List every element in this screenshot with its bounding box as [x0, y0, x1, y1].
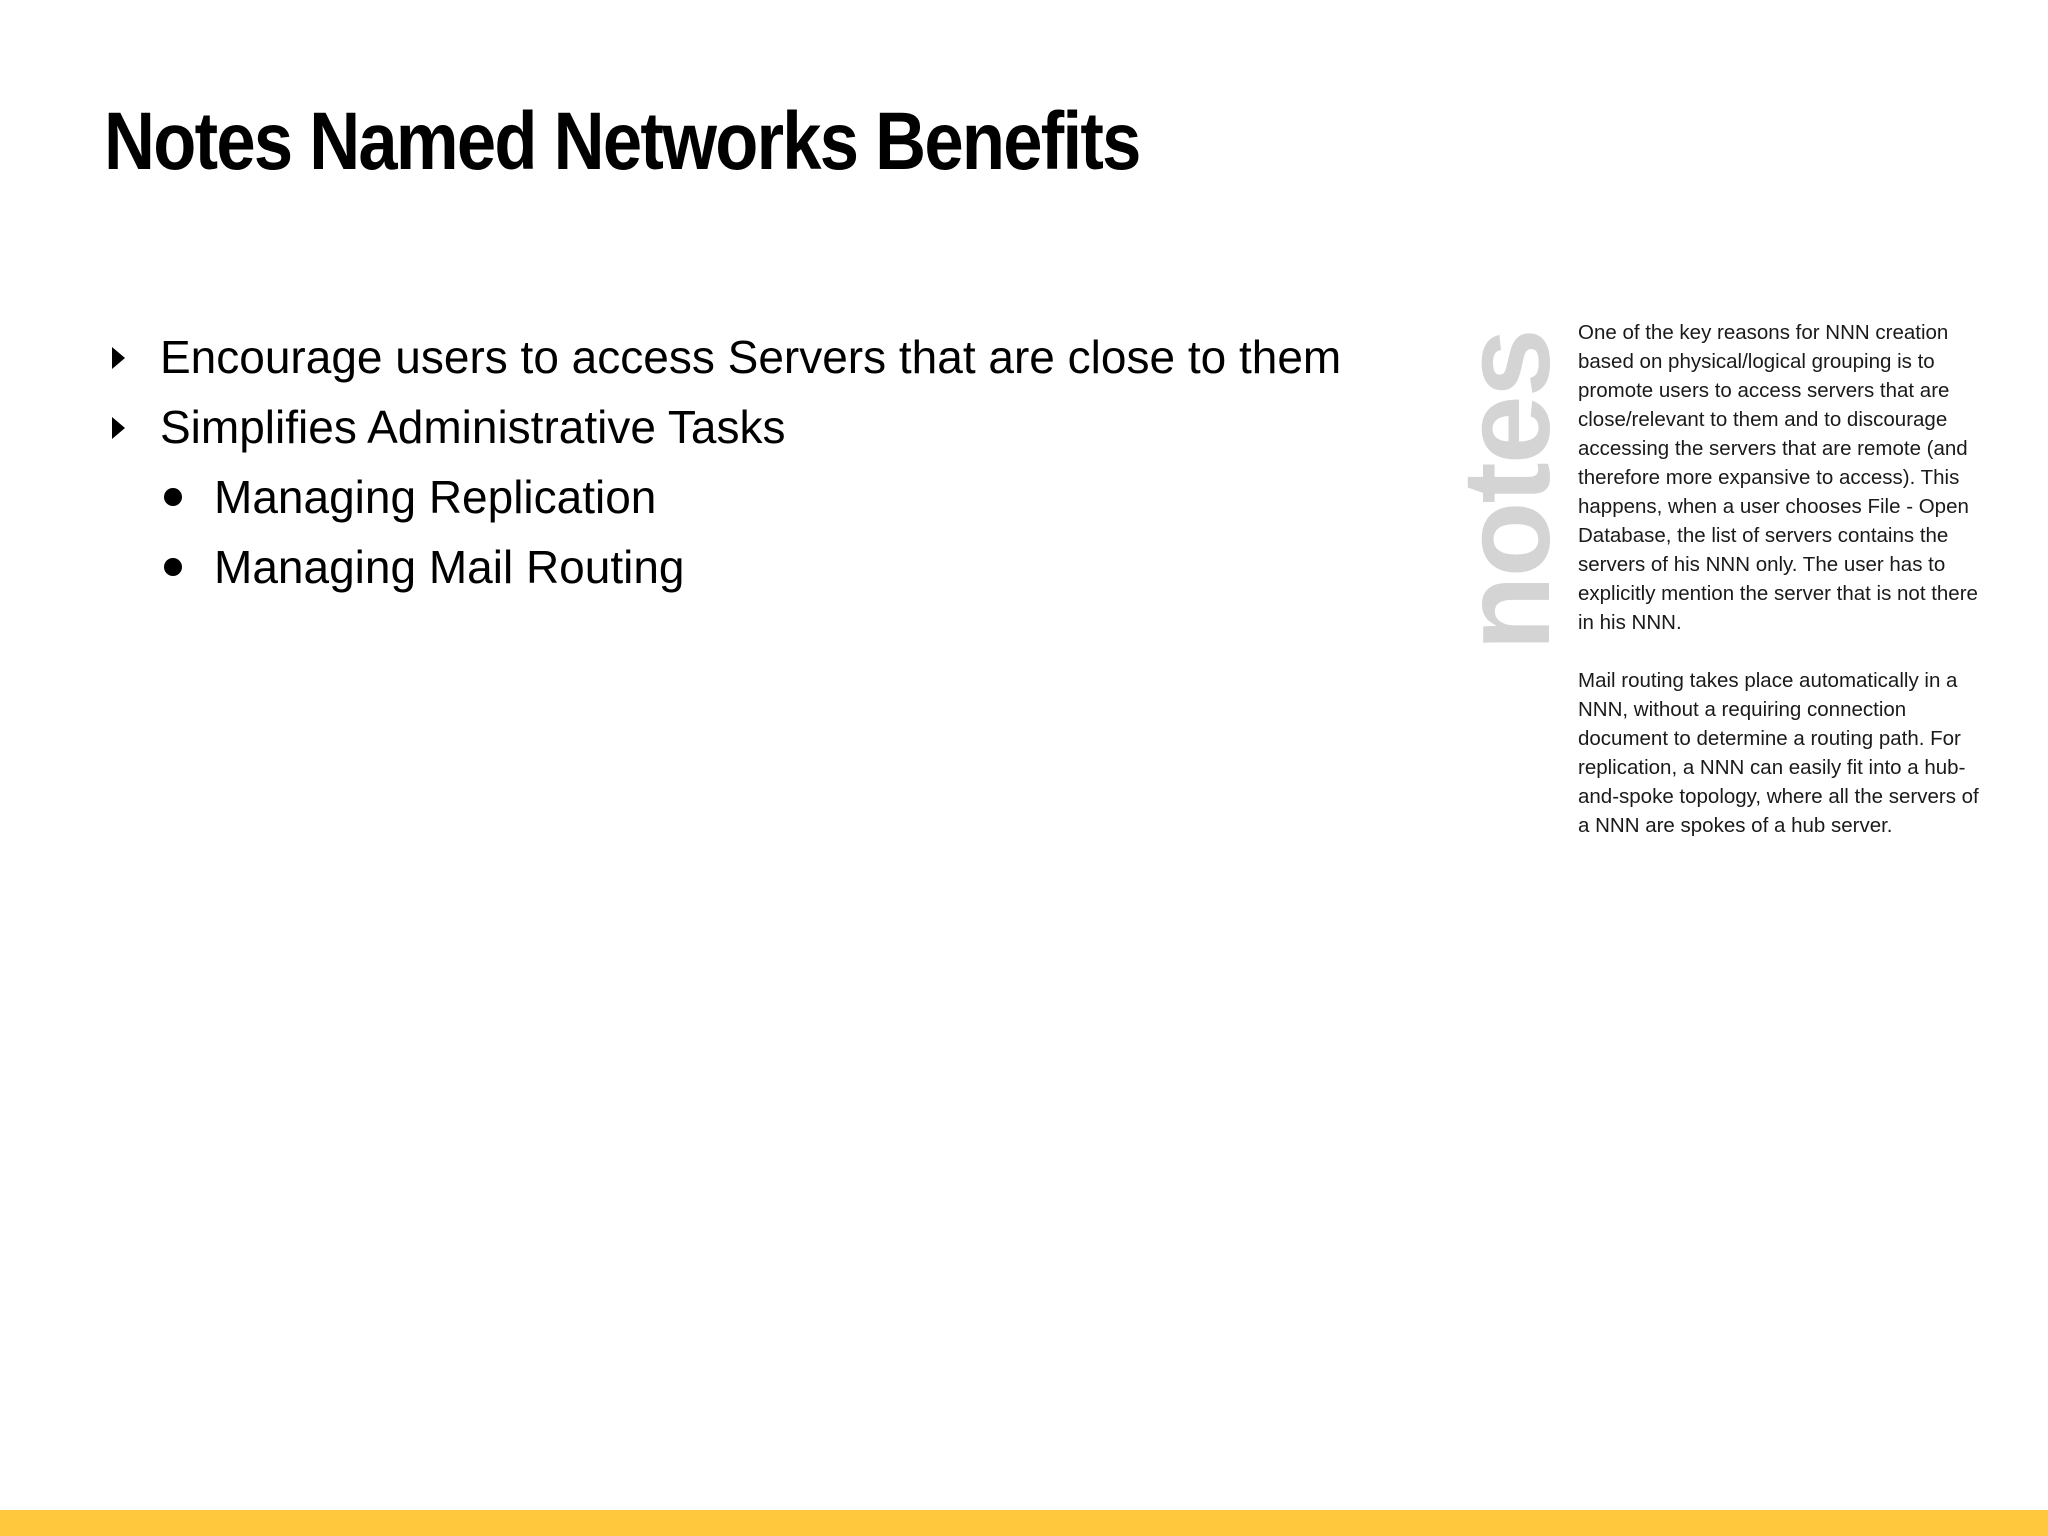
triangle-bullet-icon: [112, 417, 125, 439]
notes-paragraph: One of the key reasons for NNN creation based on physical/logical grouping is to promote users to access servers that are close/relevant to them and to discourage accessing the servers that are remote (and therefore more expansive to access). This happens, when a user chooses File - Open Database, the list of servers contains the servers of his NNN only. The user has to explicitly mention the server that is not there in his NNN.: [1578, 321, 1978, 634]
notes-label: notes: [1438, 330, 1576, 652]
bullet-text: Encourage users to access Servers that are close to them: [160, 331, 1342, 383]
notes-paragraph: Mail routing takes place automatically in a NNN, without a requiring connection document to determine a routing path. For replication, a NNN can easily fit into a hub-and-spoke topology, where all the servers of a NNN are spokes of a hub server.: [1578, 669, 1979, 837]
slide-title: Notes Named Networks Benefits: [104, 96, 1140, 187]
sub-bullet-text: Managing Replication: [214, 471, 657, 523]
bullet-item: [104, 322, 1434, 392]
sub-bullet-item: [104, 532, 1434, 602]
dot-bullet-icon: [164, 488, 182, 506]
triangle-bullet-icon: [112, 347, 125, 369]
footer-bar: [0, 1510, 2048, 1536]
bullet-text: Simplifies Administrative Tasks: [160, 401, 786, 453]
sub-bullet-item: [104, 462, 1434, 532]
sub-bullet-text: Managing Mail Routing: [214, 541, 685, 593]
bullet-list: [104, 322, 1434, 602]
bullet-item: [104, 392, 1434, 462]
dot-bullet-icon: [164, 558, 182, 576]
notes-panel: [1578, 318, 1988, 869]
